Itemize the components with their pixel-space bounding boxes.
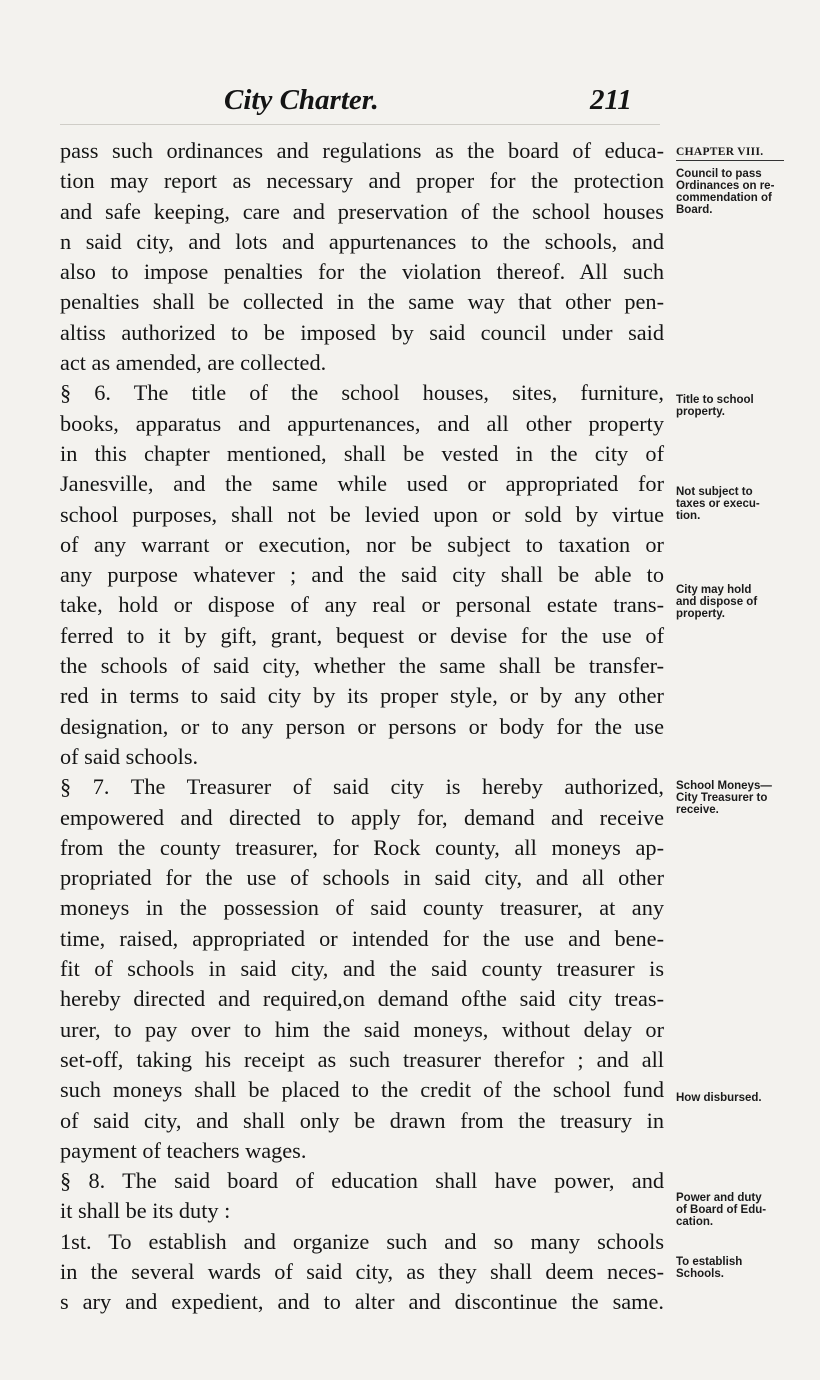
body-line: it shall be its duty : bbox=[60, 1198, 231, 1224]
body-line: books, apparatus and appurtenances, and all other property bbox=[60, 410, 664, 436]
body-line: hereby directed and required,on demand ofthe said city treas- bbox=[60, 986, 664, 1012]
margin-note-line: and dispose of bbox=[676, 596, 758, 608]
margin-note-line: Schools. bbox=[676, 1268, 724, 1280]
body-line: 1st. To establish and organize such and so many schools bbox=[60, 1228, 664, 1254]
body-line: from the county treasurer, for Rock county, all moneys ap- bbox=[60, 834, 664, 860]
margin-note-power bbox=[676, 1192, 816, 1228]
body-line: § 6. The title of the school houses, sites, furniture, bbox=[60, 380, 664, 406]
body-line: moneys in the possession of said county treasurer, at any bbox=[60, 895, 664, 921]
margin-note-line: property. bbox=[676, 406, 725, 418]
body-line: designation, or to any person or persons or body for the use bbox=[60, 713, 664, 739]
body-line: in this chapter mentioned, shall be vested in the city of bbox=[60, 440, 664, 466]
margin-note-disbursed bbox=[676, 1092, 816, 1104]
body-line: any purpose whatever ; and the said city shall be able to bbox=[60, 562, 664, 588]
chapter-label: CHAPTER VIII. bbox=[676, 146, 764, 158]
page-number: 211 bbox=[590, 84, 632, 116]
body-line: also to impose penalties for the violation thereof. All such bbox=[60, 259, 664, 285]
body-line: fit of schools in said city, and the said county treasurer is bbox=[60, 956, 664, 982]
body-line: payment of teachers wages. bbox=[60, 1137, 307, 1163]
margin-note-line: How disbursed. bbox=[676, 1092, 762, 1104]
body-line: § 7. The Treasurer of said city is hereby authorized, bbox=[60, 774, 664, 800]
body-line: altiss authorized to be imposed by said council under said bbox=[60, 319, 664, 345]
chapter-rule bbox=[676, 160, 784, 161]
margin-note-line: Board. bbox=[676, 204, 713, 216]
margin-note-council bbox=[676, 168, 816, 216]
body-line: and safe keeping, care and preservation of the school houses bbox=[60, 198, 664, 224]
body-line: urer, to pay over to him the said moneys, without delay or bbox=[60, 1016, 664, 1042]
margin-note-line: of Board of Edu- bbox=[676, 1204, 767, 1216]
body-line: of any warrant or execution, nor be subject to taxation or bbox=[60, 531, 664, 557]
margin-note-line: Ordinances on re- bbox=[676, 180, 775, 192]
margin-note-establish bbox=[676, 1256, 816, 1280]
body-line: empowered and directed to apply for, demand and receive bbox=[60, 804, 664, 830]
running-title: City Charter. bbox=[224, 84, 379, 116]
margin-note-not-subject bbox=[676, 486, 816, 522]
body-line: tion may report as necessary and proper for the protection bbox=[60, 168, 664, 194]
margin-note-line: commendation of bbox=[676, 192, 772, 204]
margin-note-line: receive. bbox=[676, 804, 719, 816]
margin-note-line: cation. bbox=[676, 1216, 714, 1228]
margin-note-line: School Moneys— bbox=[676, 780, 772, 792]
body-line: time, raised, appropriated or intended for the use and bene- bbox=[60, 925, 664, 951]
body-line: propriated for the use of schools in said city, and all other bbox=[60, 865, 664, 891]
body-line: such moneys shall be placed to the credit of the school fund bbox=[60, 1077, 664, 1103]
body-line: pass such ordinances and regulations as the board of educa- bbox=[60, 138, 664, 163]
body-line: red in terms to said city by its proper style, or by any other bbox=[60, 683, 664, 709]
body-line: of said city, and shall only be drawn from the treasury in bbox=[60, 1107, 664, 1133]
body-line: s ary and expedient, and to alter and discontinue the same. bbox=[60, 1289, 664, 1315]
margin-note-line: tion. bbox=[676, 510, 701, 522]
margin-note-line: City Treasurer to bbox=[676, 792, 768, 804]
margin-note-city-hold bbox=[676, 584, 816, 620]
body-line: in the several wards of said city, as they shall deem neces- bbox=[60, 1258, 664, 1284]
body-line: of said schools. bbox=[60, 743, 199, 769]
body-text bbox=[60, 136, 664, 1318]
body-line: n said city, and lots and appurtenances to the schools, and bbox=[60, 228, 664, 254]
body-line: § 8. The said board of education shall have power, and bbox=[60, 1168, 664, 1194]
margin-note-line: Title to school bbox=[676, 394, 754, 406]
body-line: ferred to it by gift, grant, bequest or devise for the use of bbox=[60, 622, 664, 648]
body-line: take, hold or dispose of any real or personal estate trans- bbox=[60, 592, 664, 618]
body-line: act as amended, are collected. bbox=[60, 350, 327, 376]
margin-note-line: City may hold bbox=[676, 584, 752, 596]
margin-note-chapter bbox=[676, 146, 816, 161]
page-header bbox=[0, 84, 820, 132]
body-line: set-off, taking his receipt as such treasurer therefor ; and all bbox=[60, 1046, 664, 1072]
margin-note-line: property. bbox=[676, 608, 725, 620]
margin-note-school-moneys bbox=[676, 780, 816, 816]
margin-note-line: taxes or execu- bbox=[676, 498, 760, 510]
body-line: Janesville, and the same while used or appropriated for bbox=[60, 471, 664, 497]
body-line: school purposes, shall not be levied upon or sold by virtue bbox=[60, 501, 664, 527]
body-line: the schools of said city, whether the same shall be transfer- bbox=[60, 653, 664, 679]
header-rule bbox=[60, 124, 660, 125]
margin-note-line: Council to pass bbox=[676, 168, 762, 180]
margin-note-line: To establish bbox=[676, 1256, 743, 1268]
margin-note-title bbox=[676, 394, 816, 418]
margin-note-line: Not subject to bbox=[676, 486, 753, 498]
body-line: penalties shall be collected in the same way that other pen- bbox=[60, 289, 664, 315]
margin-note-line: Power and duty bbox=[676, 1192, 762, 1204]
